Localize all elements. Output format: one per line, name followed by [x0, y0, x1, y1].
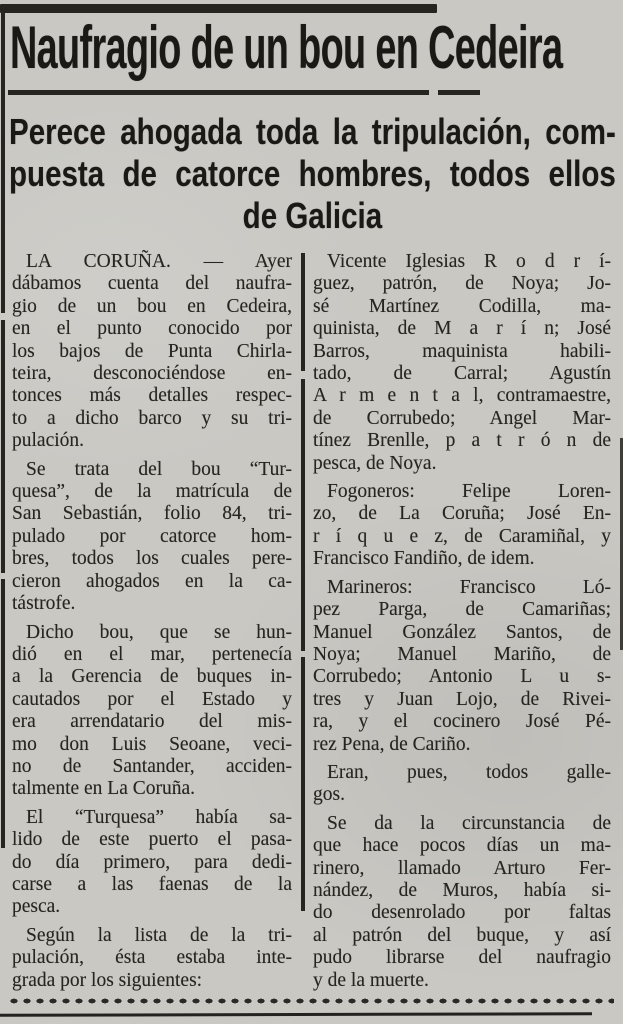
text-line: do desenrolado por faltas — [313, 902, 611, 924]
top-ink-bar — [0, 4, 437, 13]
text-line: era arrendatario del mis- — [12, 711, 292, 733]
right-column — [313, 251, 611, 998]
text-line: pulado por catorce hom- — [12, 525, 292, 547]
text-line: pudo librarse del naufragio — [313, 947, 611, 969]
text-line: no de Santander, acciden- — [12, 755, 292, 777]
paragraph — [12, 251, 292, 453]
headline-row — [10, 14, 623, 86]
text-line: tres y Juan Lojo, de Rivei- — [313, 688, 611, 710]
article-body — [12, 251, 623, 998]
text-line: LA CORUÑA. — Ayer — [26, 251, 292, 272]
paragraph — [313, 762, 611, 807]
text-line: Se trata del bou “Tur- — [26, 458, 292, 480]
text-line: tonces más detalles respec- — [12, 385, 292, 407]
subheadline-line: puesta de catorce hombres, todos ellos — [9, 153, 616, 194]
text-line: Vicente Iglesias R o d r í- — [327, 251, 611, 272]
text-line: zo, de La Coruña; José En- — [313, 503, 611, 525]
text-line: pulación. — [12, 430, 85, 452]
bottom-rule — [0, 1012, 592, 1017]
subheadline — [9, 111, 623, 237]
text-line: los bajos de Punta Chirla- — [12, 340, 292, 362]
text-line: de Corrubedo; Angel Mar- — [313, 407, 611, 429]
text-line: Francisco Fandiño, de idem. — [313, 548, 535, 570]
left-column — [12, 251, 292, 998]
paragraph — [313, 577, 611, 756]
text-line: sé Martínez Codilla, ma- — [313, 295, 611, 317]
text-line: a la Gerencia de buques in- — [12, 666, 292, 688]
text-line: pesca, de Noya. — [313, 452, 437, 474]
paragraph — [12, 459, 292, 616]
text-line: tínez Brenlle, p a t r ó n de — [313, 430, 611, 452]
text-line: Noya; Manuel Mariño, de — [313, 643, 611, 665]
text-line: to a dicho barco y su tri- — [12, 407, 292, 429]
text-line: teira, desconociéndose en- — [12, 363, 292, 385]
column-divider-rule — [301, 253, 305, 911]
paragraph — [12, 622, 292, 801]
headline: Naufragio de un bou en Cedeira — [10, 14, 563, 81]
text-line: Marineros: Francisco Ló- — [327, 576, 611, 598]
text-line: carse a las faenas de la — [12, 873, 292, 895]
text-line: quesa”, de la matrícula de — [12, 481, 292, 503]
text-line: cieron ahogados en la ca- — [12, 570, 292, 592]
text-line: Corrubedo; Antonio L u s- — [313, 666, 611, 688]
paragraph — [313, 251, 611, 475]
text-line: Dicho bou, que se hun- — [26, 621, 292, 643]
text-line: Manuel González Santos, de — [313, 621, 611, 643]
text-line: tástrofe. — [12, 593, 76, 615]
text-line: Barros, maquinista habili- — [313, 340, 611, 362]
text-line: Eran, pues, todos galle- — [327, 761, 611, 783]
paragraph — [12, 807, 292, 919]
text-line: en el punto conocido por — [12, 318, 292, 340]
text-line: gos. — [313, 784, 345, 806]
text-line: nández, de Muros, había si- — [313, 879, 611, 901]
text-line: dábamos cuenta del naufra- — [12, 273, 292, 295]
text-line: gio de un bou en Cedeira, — [12, 295, 292, 317]
text-line: dió en el mar, pertenecía — [12, 643, 292, 665]
text-line: do día primero, para dedi- — [12, 851, 292, 873]
text-line: rinero, llamado Arturo Fer- — [313, 857, 611, 879]
paragraph — [313, 481, 611, 571]
text-line: A r m e n t a l, contramaestre, — [313, 385, 611, 407]
text-line: Fogoneros: Felipe Loren- — [327, 481, 611, 503]
text-line: cautados por el Estado y — [12, 688, 292, 710]
text-line: y de la muerte. — [313, 969, 429, 991]
text-line: mo don Luis Seoane, veci- — [12, 733, 292, 755]
text-line: Se da la circunstancia de — [327, 812, 611, 834]
paragraph — [12, 925, 292, 992]
left-edge-rule — [1, 13, 5, 848]
text-line: grada por los siguientes: — [12, 969, 203, 991]
text-line: ra, y el cocinero José Pé- — [313, 711, 611, 733]
text-line: tado, de Carral; Agustín — [313, 363, 611, 385]
subheadline-line: Perece ahogada toda la tripulación, com- — [9, 111, 616, 152]
headline-underline — [8, 90, 480, 95]
beaded-separator — [8, 997, 614, 1005]
text-line: San Sebastián, folio 84, tri- — [12, 503, 292, 525]
text-line: talmente en La Coruña. — [12, 778, 196, 800]
paragraph — [313, 813, 611, 992]
text-line: al patrón del buque, y así — [313, 924, 611, 946]
text-line: que hace pocos días un ma- — [313, 835, 611, 857]
text-line: El “Turquesa” había sa- — [26, 806, 292, 828]
text-line: pulación, ésta estaba inte- — [12, 947, 292, 969]
text-line: pesca. — [12, 896, 61, 918]
text-line: r í q u e z, de Caramiñal, y — [313, 525, 611, 547]
text-line: bres, todos los cuales pere- — [12, 548, 292, 570]
text-line: guez, patrón, de Noya; Jo- — [313, 273, 611, 295]
text-line: Según la lista de la tri- — [26, 924, 292, 946]
text-line: quinista, de M a r í n; José — [313, 318, 611, 340]
subheadline-line: de Galicia — [242, 195, 383, 236]
text-line: pez Parga, de Camariñas; — [313, 599, 611, 621]
text-line: lido de este puerto el pasa- — [12, 829, 292, 851]
text-line: rez Pena, de Cariño. — [313, 733, 471, 755]
